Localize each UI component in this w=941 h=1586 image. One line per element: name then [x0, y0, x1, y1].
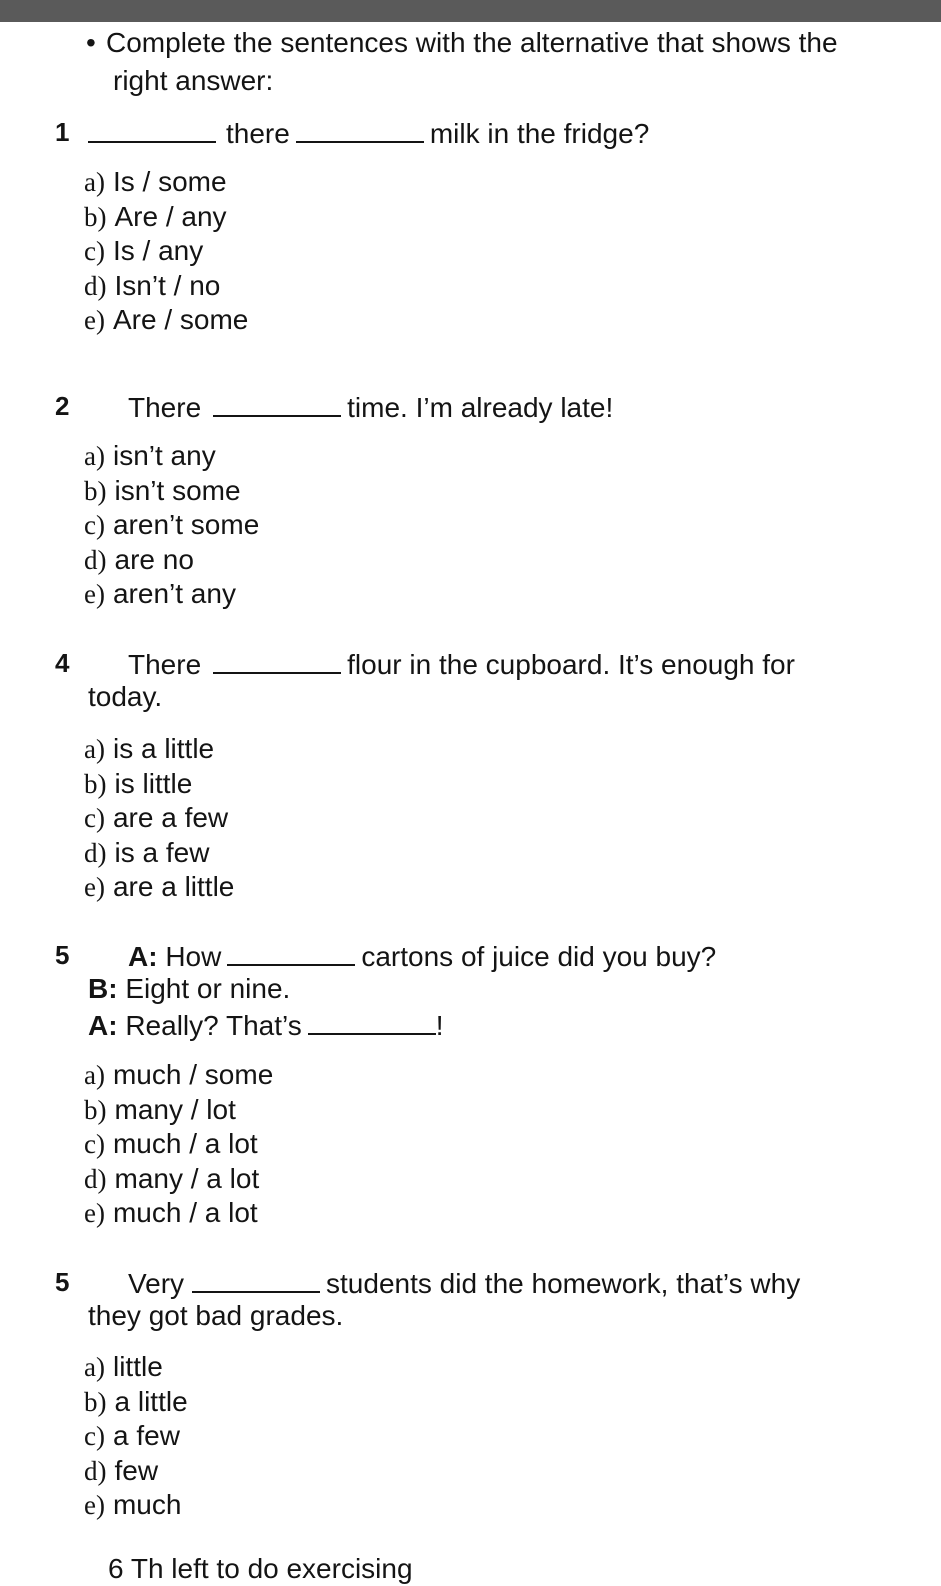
- options-list: [84, 439, 259, 612]
- answer-blank: [192, 1265, 320, 1293]
- question-number: 1: [55, 117, 70, 147]
- option-b: b) many / lot: [84, 1093, 236, 1125]
- option-e: e) are a little: [84, 871, 235, 902]
- option-d: d) Isn’t / no: [84, 269, 221, 301]
- question-prompt: there milk in the fridge?: [88, 115, 649, 151]
- dialog-line-2: B: Eight or nine.: [88, 973, 291, 1004]
- option-a: a) little: [84, 1351, 163, 1382]
- option-a: a) Is / some: [84, 166, 227, 197]
- option-b: b) isn’t some: [84, 474, 241, 506]
- option-e: e) aren’t any: [84, 578, 236, 609]
- cutoff-next-question: 6 Th left to do exercising: [108, 1553, 413, 1584]
- option-d: d) are no: [84, 543, 194, 575]
- option-d: d) few: [84, 1454, 159, 1486]
- answer-blank: [296, 115, 424, 143]
- option-d: d) is a few: [84, 836, 210, 868]
- bullet-icon: •: [86, 27, 96, 58]
- option-c: c) much / a lot: [84, 1128, 258, 1159]
- option-d: d) many / a lot: [84, 1162, 260, 1194]
- instruction-line-1: Complete the sentences with the alternative that shows the: [106, 27, 838, 58]
- dialog-line-1: A: How cartons of juice did you buy?: [128, 938, 716, 974]
- answer-blank: [308, 1007, 436, 1035]
- option-b: b) is little: [84, 767, 193, 799]
- question-number: 2: [55, 391, 70, 421]
- answer-blank: [213, 646, 341, 674]
- option-e: e) Are / some: [84, 304, 249, 335]
- option-a: a) much / some: [84, 1059, 274, 1090]
- option-c: c) are a few: [84, 802, 229, 833]
- option-e: e) much / a lot: [84, 1197, 258, 1228]
- option-a: a) is a little: [84, 733, 215, 764]
- answer-blank: [213, 389, 341, 417]
- options-list: [84, 732, 234, 905]
- question-number: 5: [55, 940, 70, 970]
- option-e: e) much: [84, 1489, 182, 1520]
- top-bar: [0, 0, 941, 22]
- option-b: b) a little: [84, 1385, 188, 1417]
- options-list: [84, 165, 248, 338]
- dialog-line-3: A: Really? That’s !: [88, 1007, 444, 1043]
- question-prompt: There time. I’m already late!: [128, 389, 613, 425]
- option-a: a) isn’t any: [84, 440, 216, 471]
- options-list: [84, 1058, 273, 1231]
- option-c: c) aren’t some: [84, 509, 260, 540]
- option-c: c) a few: [84, 1420, 180, 1451]
- option-b: b) Are / any: [84, 200, 227, 232]
- question-prompt: Very students did the homework, that’s why: [128, 1265, 800, 1301]
- question-number: 4: [55, 648, 70, 678]
- instruction-line-2: right answer:: [113, 65, 274, 96]
- question-continuation: they got bad grades.: [88, 1300, 344, 1331]
- question-prompt: There flour in the cupboard. It’s enough for: [128, 646, 795, 682]
- options-list: [84, 1350, 188, 1523]
- question-number: 5: [55, 1267, 70, 1297]
- answer-blank: [88, 115, 216, 143]
- option-c: c) Is / any: [84, 235, 204, 266]
- question-continuation: today.: [88, 681, 163, 712]
- answer-blank: [227, 938, 355, 966]
